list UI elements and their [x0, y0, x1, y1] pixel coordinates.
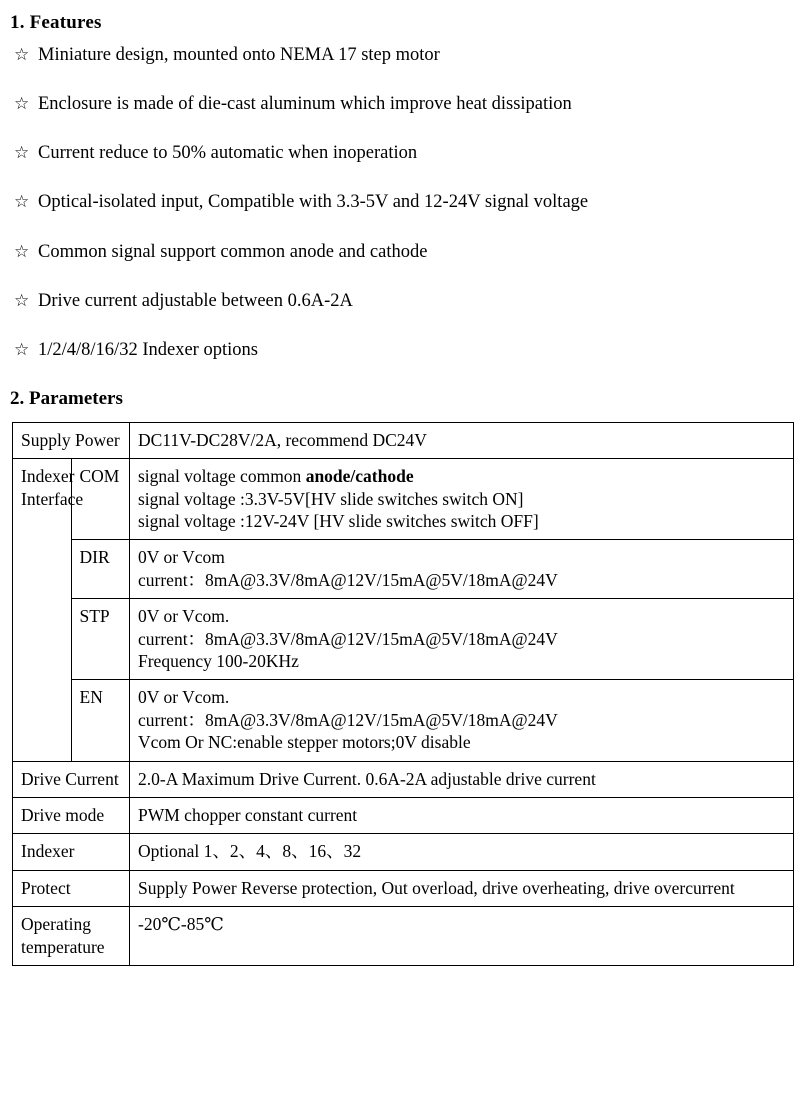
star-icon: ☆: [14, 143, 30, 163]
feature-text: Current reduce to 50% automatic when inoperation: [38, 143, 418, 164]
star-icon: ☆: [14, 339, 30, 359]
table-row: [13, 870, 794, 906]
feature-text: 1/2/4/8/16/32 Indexer options: [38, 339, 258, 360]
feature-text: Enclosure is made of die-cast aluminum which improve heat dissipation: [38, 94, 572, 115]
list-item: [8, 93, 788, 116]
features-heading: 1. Features: [10, 12, 102, 33]
param-label-indexer-interface: Indexer Interface: [13, 459, 72, 761]
star-icon: ☆: [14, 241, 30, 261]
table-row: [13, 797, 794, 833]
feature-text: Miniature design, mounted onto NEMA 17 step motor: [38, 45, 440, 65]
feature-text: Common signal support common anode and cathode: [38, 241, 428, 262]
features-list: [8, 44, 788, 362]
param-value-dir: 0V or Vcom current：8mA@3.3V/8mA@12V/15mA@5V/18mA@24V: [130, 540, 794, 599]
list-item: [8, 44, 788, 67]
param-value-drive-mode: PWM chopper constant current: [130, 797, 794, 833]
param-value-stp: 0V or Vcom. current：8mA@3.3V/8mA@12V/15mA@5V/18mA@24V Frequency 100-20KHz: [130, 599, 794, 680]
param-value-drive-current: 2.0-A Maximum Drive Current. 0.6A-2A adjustable drive current: [130, 761, 794, 797]
param-sub-com: COM: [71, 459, 130, 540]
table-row: [13, 422, 794, 458]
star-icon: ☆: [14, 45, 30, 64]
param-label-supply-power: Supply Power: [13, 422, 130, 458]
table-row: [13, 834, 794, 870]
list-item: [8, 241, 788, 264]
param-value-operating-temperature: -20℃-85℃: [130, 907, 794, 966]
feature-text: Optical-isolated input, Compatible with 3.3-5V and 12-24V signal voltage: [38, 192, 589, 213]
param-sub-dir: DIR: [71, 540, 130, 599]
list-item: [8, 339, 788, 362]
table-row: [13, 599, 794, 680]
star-icon: ☆: [14, 192, 30, 212]
table-row: [13, 761, 794, 797]
param-value-en: 0V or Vcom. current：8mA@3.3V/8mA@12V/15mA@5V/18mA@24V Vcom Or NC:enable stepper motors;0V disable: [130, 680, 794, 761]
table-row: [13, 540, 794, 599]
param-value-indexer: Optional 1、2、4、8、16、32: [130, 834, 794, 870]
param-label-indexer: Indexer: [13, 834, 130, 870]
list-item: [8, 142, 788, 165]
parameters-table: [12, 422, 794, 966]
param-sub-stp: STP: [71, 599, 130, 680]
star-icon: ☆: [14, 94, 30, 114]
table-row: [13, 907, 794, 966]
table-row: [13, 459, 794, 540]
parameters-heading: 2. Parameters: [10, 387, 123, 409]
list-item: [8, 191, 788, 214]
param-label-operating-temperature: Operating temperature: [13, 907, 130, 966]
param-value-com: signal voltage common anode/cathode signal voltage :3.3V-5V[HV slide switches switch ON] signal voltage :12V-24V [HV slide switches switch OFF]: [130, 459, 794, 540]
param-label-drive-current: Drive Current: [13, 761, 130, 797]
list-item: [8, 290, 788, 313]
feature-text: Drive current adjustable between 0.6A-2A: [38, 290, 353, 311]
param-sub-en: EN: [71, 680, 130, 761]
param-value-protect: Supply Power Reverse protection, Out overload, drive overheating, drive overcurrent: [130, 870, 794, 906]
table-row: [13, 680, 794, 761]
param-label-drive-mode: Drive mode: [13, 797, 130, 833]
param-label-protect: Protect: [13, 870, 130, 906]
param-value-supply-power: DC11V-DC28V/2A, recommend DC24V: [130, 422, 794, 458]
star-icon: ☆: [14, 290, 30, 310]
